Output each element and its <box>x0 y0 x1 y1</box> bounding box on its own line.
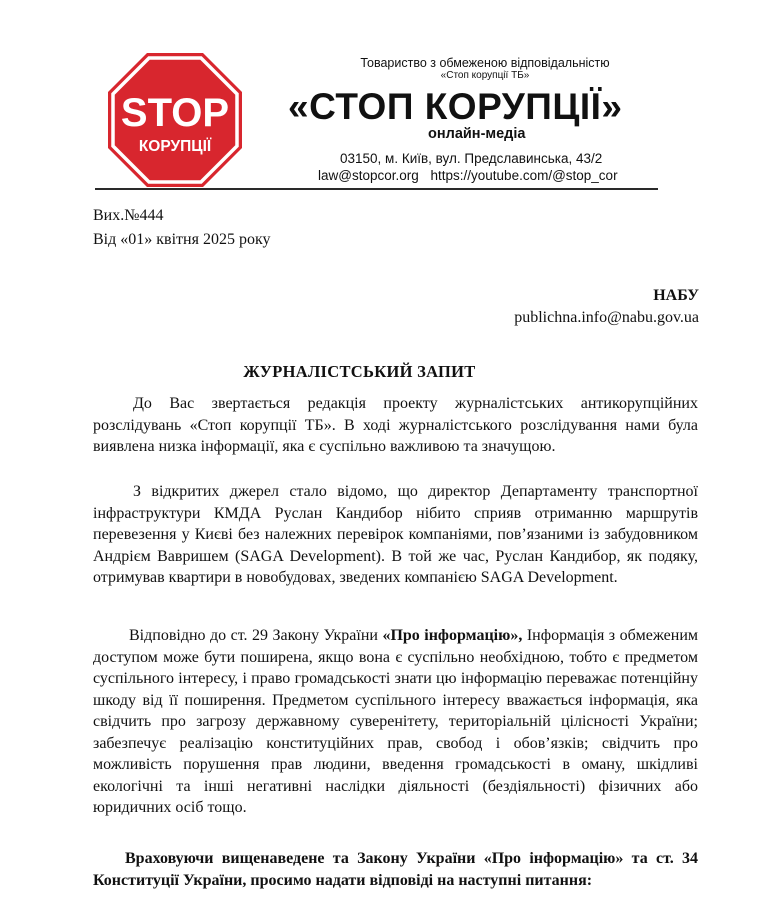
org-short-name: «Стоп корупції ТБ» <box>440 70 530 81</box>
letterhead <box>0 0 779 200</box>
paragraph-facts-text: З відкритих джерел стало відомо, що директор Департаменту транспортної інфраструктури КМДА Руслан Кандибор нібито сприяв отриманню маршрутів перевезення у Києві без належних перевірок компаніями, пов’язаними із забудовником Андрієм Вавришем (SAGA Development). В той же час, Руслан Кандибор, як подяку, отримував квартири в новобудовах, зведених компанією SAGA Development. <box>93 483 698 586</box>
letterhead-divider <box>95 188 658 190</box>
paragraph-law-rest: Інформація з обмеженим доступом може бути поширена, якщо вона є суспільно необхідною, тобто є предметом суспільного інтересу, і право громадськості знати цю інформацію переважає потенційну шкоду від її поширення. Предметом суспільного інтересу вважається інформація, яка свідчить про загрозу державному суверенітету, територіальній цілісності України; забезпечує реалізацію конституційних прав, свобод і обов’язків; свідчить про можливість порушення прав людини, введення громадськості в оману, шкідливі екологічні та інші негативні наслідки діяльності (бездіяльності) фізичних або юридичних осіб тощо. <box>93 627 699 816</box>
brand-subtitle: онлайн-медіа <box>428 126 526 142</box>
org-email-link[interactable]: law@stopcor.org <box>318 168 419 183</box>
recipient-name: НАБУ <box>653 287 699 304</box>
paragraph-request <box>93 848 698 891</box>
org-full-name: Товариство з обмеженою відповідальністю <box>360 56 610 70</box>
outgoing-number: Вих.№444 <box>93 207 164 224</box>
brand-title: «СТОП КОРУПЦІЇ» <box>288 86 623 127</box>
document-title-text: ЖУРНАЛІСТСЬКИЙ ЗАПИТ <box>243 362 476 381</box>
stop-sign-logo <box>108 53 242 187</box>
recipient-email[interactable]: publichna.info@nabu.gov.ua <box>514 309 699 326</box>
paragraph-law-bold: «Про інформацію», <box>382 627 523 644</box>
org-address: 03150, м. Київ, вул. Предславинська, 43/2 <box>340 151 603 166</box>
paragraph-intro <box>93 393 698 458</box>
logo-stop-text: STOP <box>120 91 230 135</box>
paragraph-facts <box>93 481 698 589</box>
paragraph-law-lead: Відповідно до ст. 29 Закону України <box>129 627 378 644</box>
document-title <box>0 362 779 382</box>
logo-korupcii-text: КОРУПЦІЇ <box>138 138 212 155</box>
paragraph-request-text: Враховуючи вищенаведене та Закону України «Про інформацію» та ст. 34 Конституції України, просимо надати відповіді на наступні питання: <box>93 850 698 889</box>
org-contacts <box>318 168 618 183</box>
letter-date: Від «01» квітня 2025 року <box>93 231 271 248</box>
paragraph-law <box>93 625 698 819</box>
paragraph-intro-text: До Вас звертається редакція проекту журналістських антикорупційних розслідувань «Стоп корупції ТБ». В ході журналістського розслідування нами була виявлена низка інформації, яка є суспільно важливою та значущою. <box>93 395 698 455</box>
org-youtube-link[interactable]: https://youtube.com/@stop_cor <box>430 168 618 183</box>
